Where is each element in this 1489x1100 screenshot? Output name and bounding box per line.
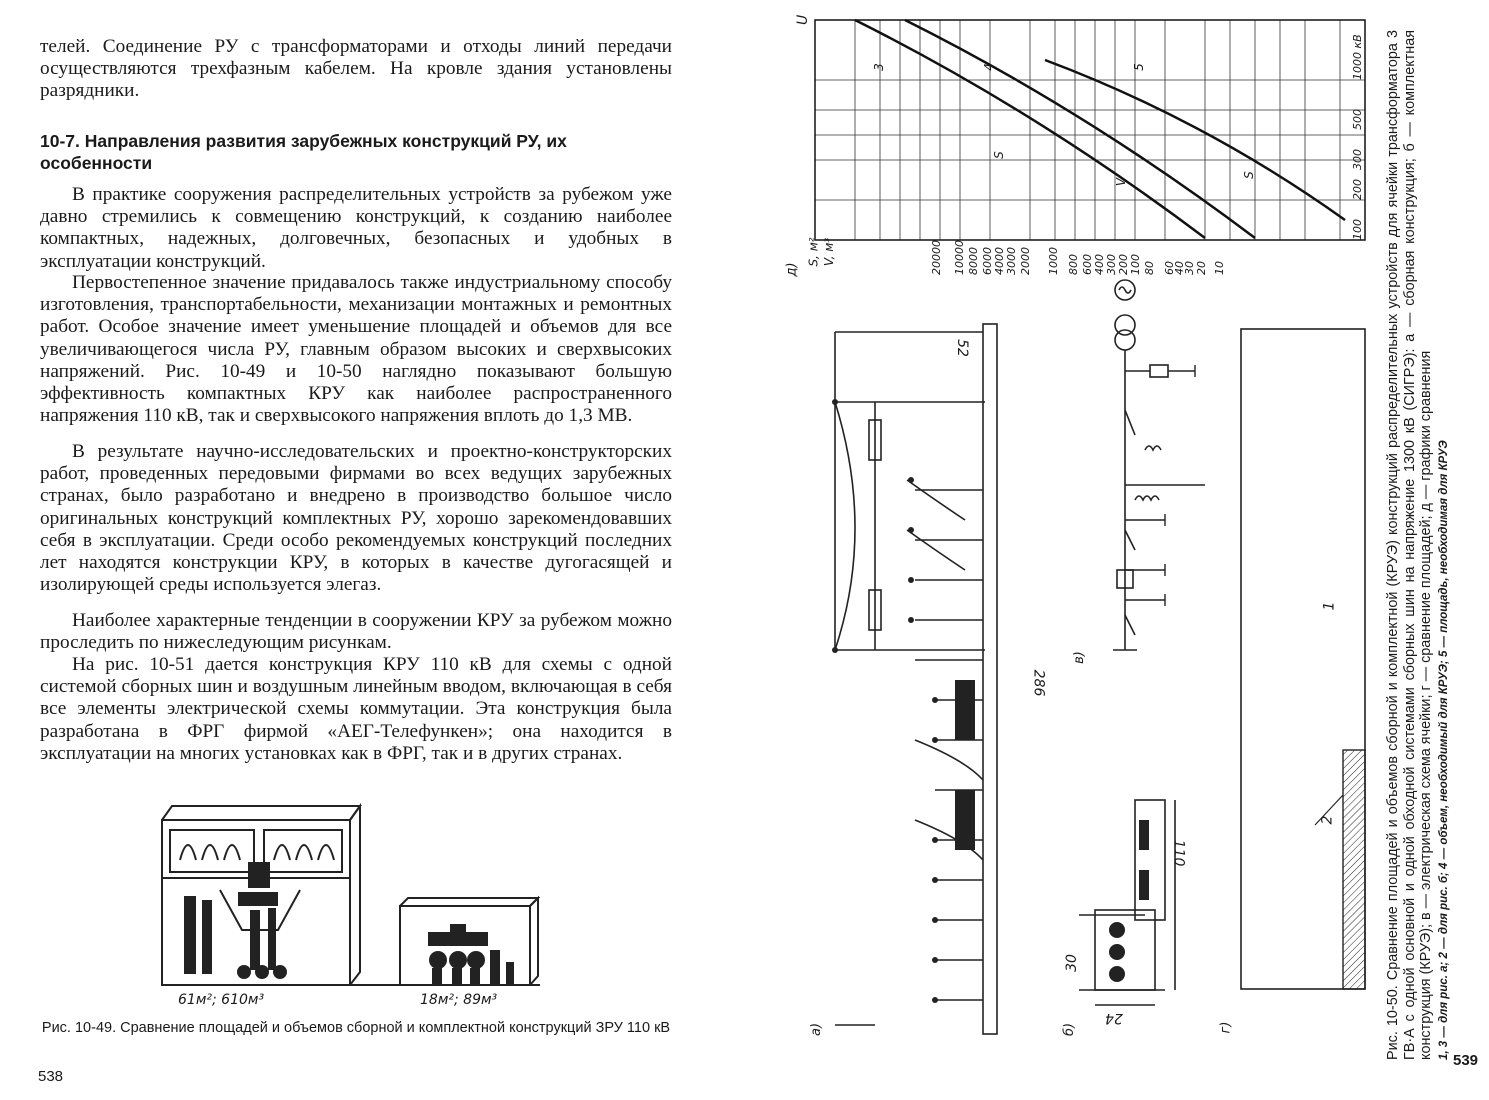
graph-y-tick-label: 10 [1213,261,1226,275]
paragraph-4: Наиболее характерные тенденции в сооружении КРУ за рубежом можно проследить по нижеследующим рисункам. [40,610,672,654]
graph-curve-label: V [1114,177,1129,187]
comparison-graph [785,10,1380,250]
paragraph-2: Первостепенное значение придавалось также индустриальному способу изготовления, транспортабельности, механизации монтажных и ремонтных работ. Особое значение имеет уменьшение площадей и объемов для все увеличивающегося числа РУ, главным образом высоких и сверхвысоких напряжений. Рис. 10-49 и 10-50 наглядно показывают большую эффективность компактных КРУ как наиболее распространенного напряжения 110 кВ, так и сверхвысокого напряжения вплоть до 1,3 МВ. [40,272,672,427]
right-page [745,0,1489,1100]
label-panel-v: в) [1071,651,1087,664]
dimension-24: 24 [1105,1010,1123,1026]
paragraph-3: В результате научно-исследовательских и проектно-конструкторских работ, проведенных передовыми фирмами во всех ведущих зарубежных странах, было разработано и внедрено в производство большое число оригинальных конструкций комплектных РУ, хорошо зарекомендовавших себя в эксплуатации. Среди особо рекомендуемых конструкций последних лет находятся конструкции КРУ, в которых в качестве дугогасящей и изолирующей среды используется элегаз. [40,441,672,596]
graph-y-tick-label: 20000 [930,240,943,275]
graph-y-tick-label: 40 [1173,261,1186,275]
graph-y-tick-label: 300 [1105,254,1118,275]
area-label-2: 2 [1319,815,1336,825]
graph-y-tick-label: 10000 [953,240,966,275]
graph-y-tick-label: 20 [1195,261,1208,275]
page-number-right: 539 [1453,1052,1479,1069]
graph-x-tick-label: 300 [1351,149,1364,170]
area-label-1: 1 [1321,601,1338,611]
right-area-label: 18м²; 89м³ [420,992,498,1008]
graph-y-tick-label: 100 [1129,254,1142,275]
drawing-b-gis-structure [1075,790,1195,1020]
graph-y-label-s: S, м² [806,237,821,267]
figure-10-50-caption [1385,30,1452,1060]
graph-curve-label: S [991,151,1006,159]
graph-y-tick-label: 800 [1067,254,1080,275]
graph-y-label-v: V, м³ [822,237,837,267]
graph-y-tick-label: 8000 [967,247,980,275]
dimension-30: 30 [1063,954,1080,972]
drawing-a-assembled-structure [815,320,1055,1040]
figure-10-50-legend: 1, 3 — для рис. а; 2 — для рис. б; 4 — объем, необходимый для КРУЭ; 5 — площадь, необходимая для КРУЭ [1437,440,1450,1060]
left-area-label: 61м²; 610м³ [178,992,265,1008]
graph-y-tick-label: 2000 [1019,247,1032,275]
graph-y-tick-label: 80 [1143,261,1156,275]
graph-y-tick-label: 60 [1163,261,1176,275]
graph-curve-label: 5 [1131,63,1146,71]
graph-y-tick-label: 4000 [993,247,1006,275]
graph-x-tick-label: 200 [1351,179,1364,200]
section-heading: 10-7. Направления развития зарубежных конструкций РУ, их особенности [40,131,567,173]
paragraph-1: В практике сооружения распределительных устройств за рубежом уже давно стремились к совмещению конструкций, к созданию наиболее компактных, надежных, долговечных, безопасных и удобных в эксплуатации конструкций. [40,184,672,272]
graph-curve-label: 4 [981,63,996,71]
label-panel-b: б) [1062,1022,1078,1037]
graph-y-tick-label: 400 [1093,254,1106,275]
figure-10-49-drawing [150,800,560,990]
graph-y-tick-label: 600 [1081,254,1094,275]
graph-y-tick-label: 3000 [1005,247,1018,275]
drawing-g-area-comparison [1235,325,1375,995]
graph-y-tick-label: 200 [1117,254,1130,275]
figure-10-49-caption: Рис. 10-49. Сравнение площадей и объемов сборной и комплектной конструкций ЗРУ 110 кВ [41,1020,671,1036]
graph-y-tick-label: 6000 [981,247,994,275]
dimension-286: 286 [1030,669,1047,697]
graph-curve-label: 3 [871,63,886,71]
dimension-110: 110 [1170,839,1187,867]
figure-10-50-caption-main: Рис. 10-50. Сравнение площадей и объемов сборной и комплектной (КРУЭ) конструкций распределительных устройств для ячейки трансформатора 3 ГВ·А с одной основной и одной обходной системами сборных шин на напряжение 1300 кВ (СИГРЭ): а — сборная конструкция; б — комплектная конструкция (КРУЭ); в — электрическая схема ячейки; г — сравнение площадей; д — графики сравнения [1385,30,1434,1060]
intro-paragraph: телей. Соединение РУ с трансформаторами и отходы линий передачи осуществляются трехфазным кабелем. На кровле здания установлены разрядники. [40,36,672,102]
drawing-v-electrical-scheme [1105,270,1235,670]
graph-y-tick-label: 1000 [1047,247,1060,275]
graph-x-unit: U [795,14,811,25]
graph-x-tick-label: 100 [1351,219,1364,240]
graph-y-tick-label: 30 [1183,261,1196,275]
label-panel-g: г) [1218,1021,1234,1034]
graph-x-tick-label: 1000 кВ [1351,34,1364,80]
page-number-left: 538 [38,1068,64,1085]
paragraph-5: На рис. 10-51 дается конструкция КРУ 110 кВ для схемы с одной системой сборных шин и воздушным линейным вводом, включающая в себя все элементы электрической схемы коммутации. Эта конструкция была разработана в ФРГ фирмой «АЕГ-Телефункен»; она находится в эксплуатации на многих установках как в ФРГ, так и в других странах. [40,654,672,764]
graph-x-tick-label: 500 [1351,109,1364,130]
dimension-52: 52 [953,339,970,357]
graph-curve-label: S [1241,171,1256,179]
label-panel-a: а) [809,1022,825,1037]
label-panel-d: д) [784,262,800,277]
